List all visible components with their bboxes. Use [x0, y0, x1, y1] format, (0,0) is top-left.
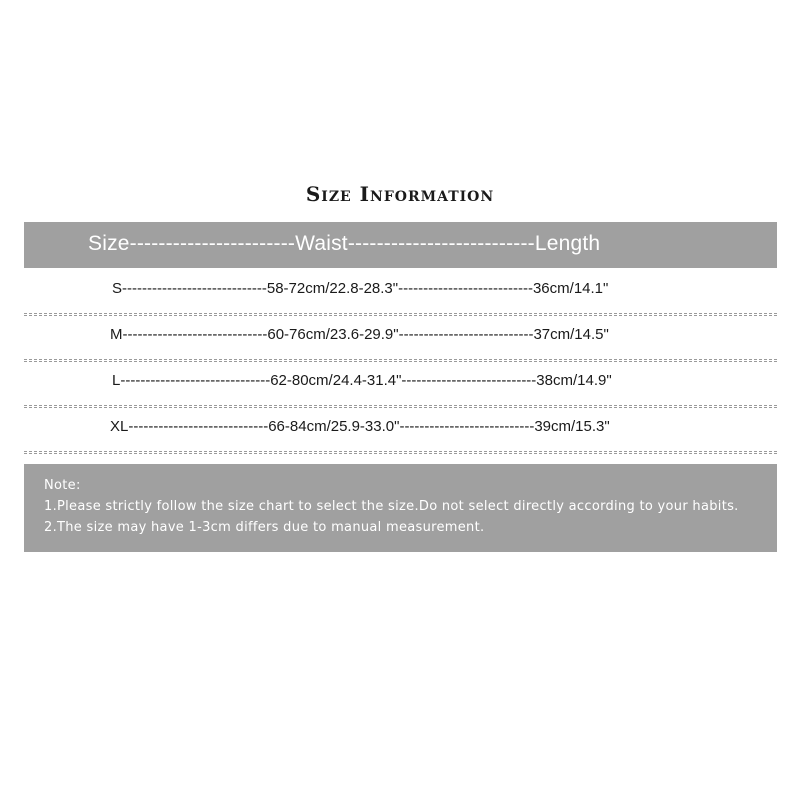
row-divider: [24, 313, 777, 314]
note-panel: [24, 464, 777, 552]
size-row-text: L------------------------------62-80cm/24.4-31.4"---------------------------38cm/14.9": [112, 372, 612, 389]
row-divider: [24, 405, 777, 406]
row-divider: [24, 359, 777, 360]
note-line-2: 2.The size may have 1-3cm differs due to manual measurement.: [44, 520, 485, 535]
row-divider: [24, 453, 777, 454]
note-heading: Note:: [44, 478, 81, 493]
size-row-m: [24, 316, 777, 362]
size-row-xl: [24, 408, 777, 454]
size-row-text: XL----------------------------66-84cm/25.9-33.0"---------------------------39cm/15.3": [110, 418, 610, 435]
size-row-s: [24, 270, 777, 316]
size-table-header: [24, 222, 777, 268]
size-row-text: S-----------------------------58-72cm/22.8-28.3"---------------------------36cm/14.1": [112, 280, 609, 297]
note-line-1: 1.Please strictly follow the size chart to select the size.Do not select directly according to your habits.: [44, 499, 739, 514]
row-divider: [24, 451, 777, 452]
page-title: Size Information: [305, 182, 495, 206]
size-row-text: M-----------------------------60-76cm/23.6-29.9"---------------------------37cm/14.5": [110, 326, 609, 343]
size-row-l: [24, 362, 777, 408]
size-table-header-text: Size-----------------------Waist--------------------------Length: [88, 232, 601, 255]
